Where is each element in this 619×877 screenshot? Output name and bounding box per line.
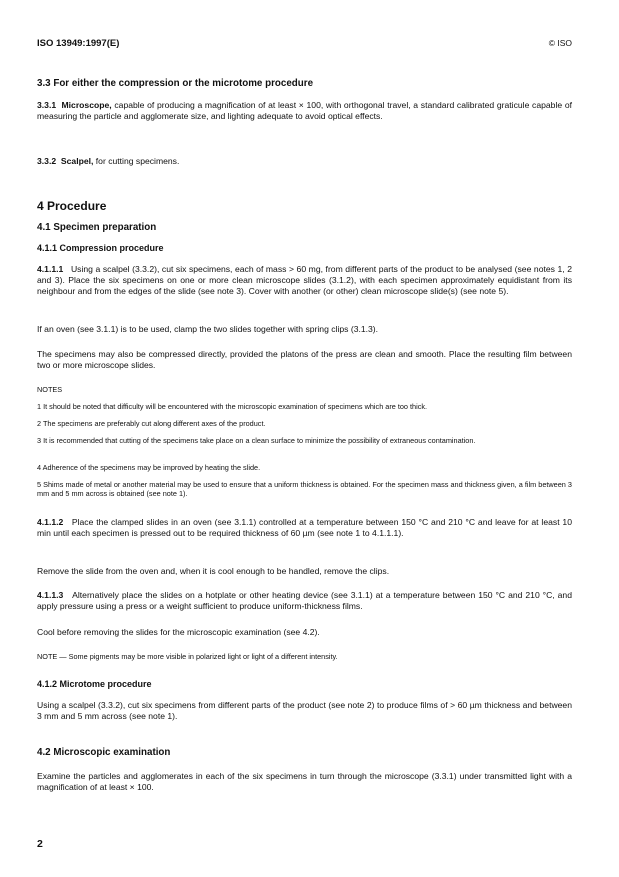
- paragraph-direct: The specimens may also be compressed directly, provided the platons of the press are clean and smooth. Place the resulting film between two or more microscope slides.: [37, 349, 572, 370]
- paragraph-3-3-2: 3.3.2 Scalpel, for cutting specimens.: [37, 156, 180, 166]
- note-1: 1 It should be noted that difficulty will be encountered with the microscopic examination of specimens which are too thick.: [37, 402, 428, 411]
- page-number: 2: [37, 838, 43, 850]
- section-4-1-1-heading: 4.1.1 Compression procedure: [37, 243, 164, 253]
- paragraph-remove: Remove the slide from the oven and, when it is cool enough to be handled, remove the clips.: [37, 566, 390, 576]
- paragraph-cool: Cool before removing the slides for the microscopic examination (see 4.2).: [37, 627, 320, 637]
- note-pigments: NOTE — Some pigments may be more visible in polarized light or light of a different intensity.: [37, 652, 338, 661]
- paragraph-4-1-1-2: 4.1.1.2 Place the clamped slides in an oven (see 3.1.1) controlled at a temperature between 150 °C and 210 °C and leave for at least 10 min until each specimen is pressed out to be required thickness of 60 µm (see note 1 to 4.1.1.1).: [37, 517, 572, 538]
- note-5: 5 Shims made of metal or another material may be used to ensure that a uniform thickness is obtained. For the specimen mass and thickness given, a film between 3 mm and 5 mm across is obtained (see note 1).: [37, 480, 572, 499]
- note-4: 4 Adherence of the specimens may be improved by heating the slide.: [37, 463, 261, 472]
- section-3-3-heading: 3.3 For either the compression or the microtome procedure: [37, 78, 314, 89]
- paragraph-3-3-1: 3.3.1 Microscope, capable of producing a magnification of at least × 100, with orthogonal travel, a standard calibrated graticule capable of measuring the particle and agglomerate size, and lighting adequate to avoid optical effects.: [37, 100, 573, 121]
- section-4-heading: 4 Procedure: [37, 199, 107, 213]
- page-header: [37, 38, 572, 49]
- standard-id: ISO 13949:1997(E): [37, 38, 120, 49]
- paragraph-4-2: Examine the particles and agglomerates in each of the six specimens in turn through the microscope (3.3.1) under transmitted light with a magnification of at least × 100.: [37, 771, 572, 792]
- paragraph-4-1-1-1: 4.1.1.1 Using a scalpel (3.3.2), cut six specimens, each of mass > 60 mg, from different parts of the product to be analysed (see notes 1, 2 and 3). Place the six specimens on one or more clean microscope slides (3.1.2), with each specimen approximately equidistant from its neighbour and from the edges of the slide (see note 3). Cover with another (or other) clean microscope slide(s) (see note 5).: [37, 264, 572, 296]
- notes-title: NOTES: [37, 385, 63, 394]
- section-4-1-heading: 4.1 Specimen preparation: [37, 222, 157, 233]
- paragraph-4-1-1-3: 4.1.1.3 Alternatively place the slides on a hotplate or other heating device (see 3.1.1) at a temperature between 150 °C and 210 °C, and apply pressure using a press or a weight sufficient to produce uniform-thickness films.: [37, 590, 572, 611]
- section-4-2-heading: 4.2 Microscopic examination: [37, 747, 171, 758]
- paragraph-4-1-2: Using a scalpel (3.3.2), cut six specimens from different parts of the product (see note 2) to produce films of > 60 µm thickness and between 3 mm and 5 mm across (see note 1).: [37, 700, 572, 721]
- paragraph-oven: If an oven (see 3.1.1) is to be used, clamp the two slides together with spring clips (3.1.3).: [37, 324, 379, 334]
- note-2: 2 The specimens are preferably cut along different axes of the product.: [37, 419, 266, 428]
- note-3: 3 It is recommended that cutting of the specimens take place on a clean surface to minimize the possibility of extraneous contamination.: [37, 436, 476, 445]
- copyright-mark: © ISO: [548, 38, 572, 48]
- section-4-1-2-heading: 4.1.2 Microtome procedure: [37, 679, 152, 689]
